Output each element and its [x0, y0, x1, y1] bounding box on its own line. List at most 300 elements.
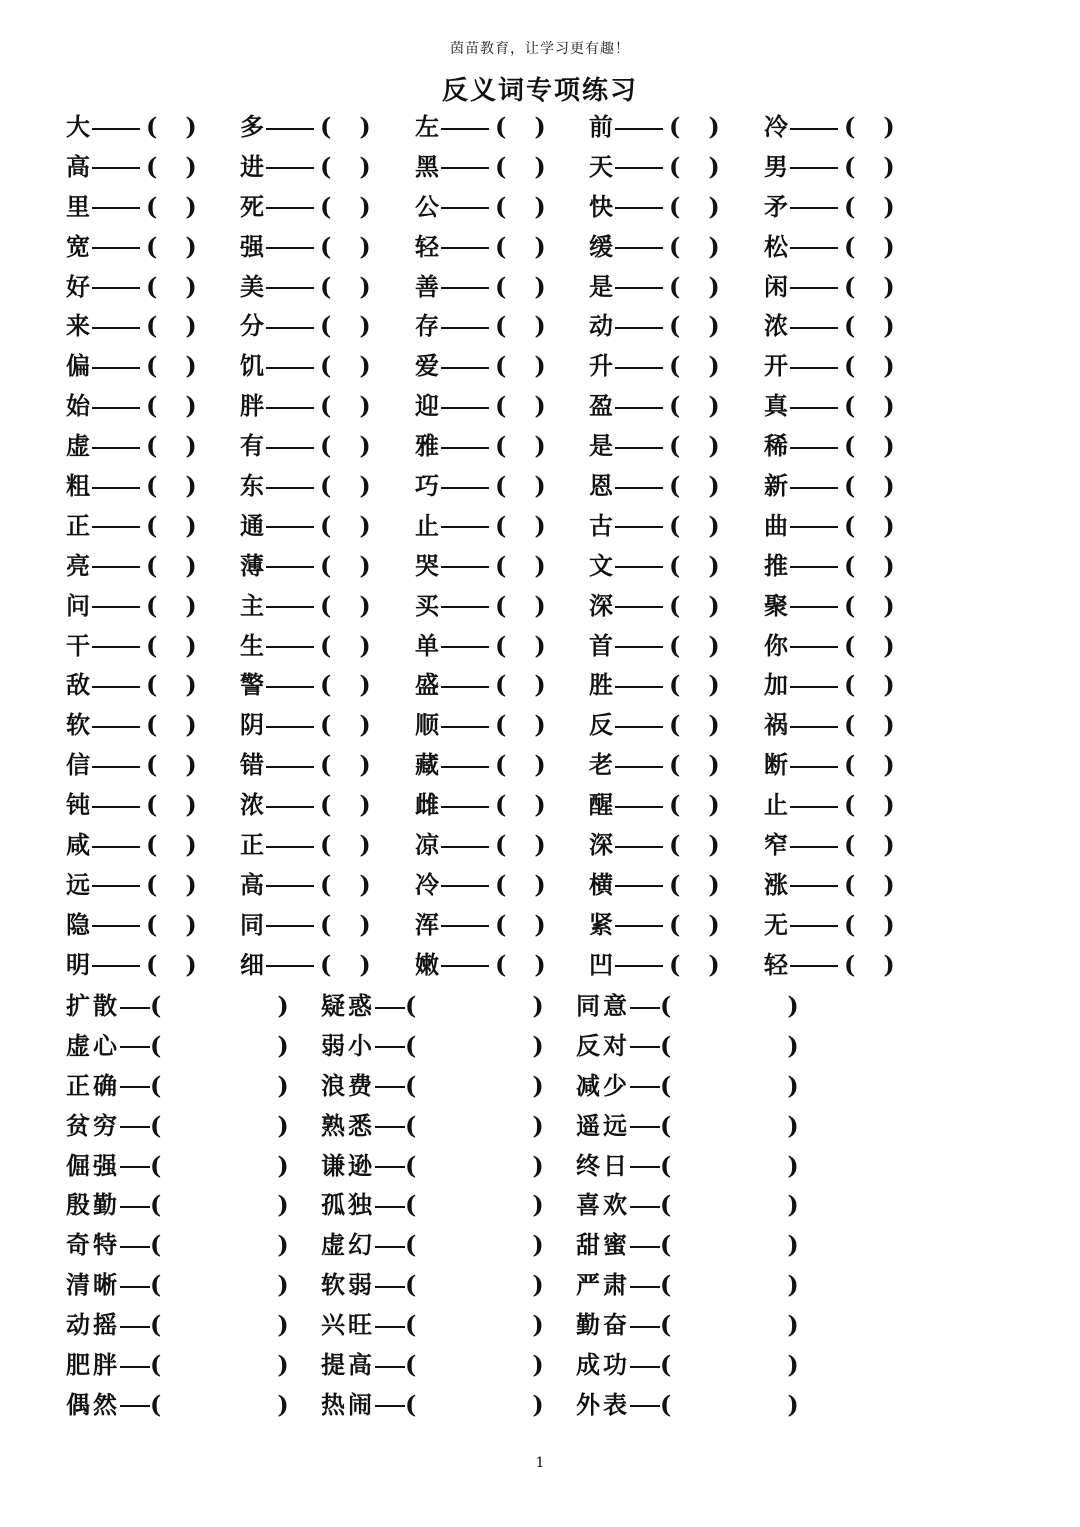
exercise-item [240, 785, 371, 825]
word: 粗 [66, 471, 90, 501]
paren-close: ) [708, 510, 720, 540]
exercise-item [240, 546, 371, 586]
exercise-item [66, 586, 197, 626]
dash-line [92, 606, 140, 608]
dash-line [120, 1046, 150, 1048]
paren-close: ) [532, 1230, 544, 1260]
word: 正 [66, 510, 90, 540]
paren-close: ) [359, 510, 371, 540]
paren-open: ( [320, 670, 332, 700]
dash-line [441, 247, 489, 249]
dash-line [790, 407, 838, 409]
exercise-item [415, 346, 546, 386]
word: 无 [764, 909, 788, 939]
exercise-row [66, 945, 1026, 985]
paren-close: ) [277, 1270, 289, 1300]
exercise-item [240, 346, 371, 386]
paren-close: ) [787, 1030, 799, 1060]
paren-open: ( [844, 710, 856, 740]
dash-line [92, 526, 140, 528]
exercise-item [589, 107, 720, 147]
paren-close: ) [359, 391, 371, 421]
paren-open: ( [844, 351, 856, 381]
word: 饥 [240, 351, 264, 381]
paren-close: ) [708, 431, 720, 461]
exercise-item [66, 227, 197, 267]
paren-close: ) [359, 550, 371, 580]
paren-close: ) [185, 510, 197, 540]
exercise-item [764, 346, 895, 386]
dash-line [92, 925, 140, 927]
dash-line [790, 885, 838, 887]
word: 远 [66, 869, 90, 899]
word: 钝 [66, 790, 90, 820]
word: 虚幻 [321, 1230, 375, 1260]
word: 新 [764, 471, 788, 501]
word: 终日 [576, 1150, 630, 1180]
paren-close: ) [534, 431, 546, 461]
exercise-item [321, 1305, 544, 1345]
paren-open: ( [844, 231, 856, 261]
paren-close: ) [883, 510, 895, 540]
dash-line [92, 487, 140, 489]
exercise-item [764, 506, 895, 546]
paren-open: ( [660, 1030, 672, 1060]
paren-open: ( [320, 351, 332, 381]
dash-line [790, 606, 838, 608]
dash-line [266, 447, 314, 449]
word: 深 [589, 590, 613, 620]
exercise-item [589, 745, 720, 785]
dash-line [120, 1246, 150, 1248]
paren-close: ) [534, 710, 546, 740]
exercise-item [66, 1305, 289, 1345]
exercise-item [589, 187, 720, 227]
paren-open: ( [320, 630, 332, 660]
paren-close: ) [787, 1230, 799, 1260]
dash-line [630, 1366, 660, 1368]
paren-open: ( [405, 1110, 417, 1140]
paren-close: ) [883, 351, 895, 381]
word: 咸 [66, 830, 90, 860]
exercise-item [321, 1345, 544, 1385]
word: 顺 [415, 710, 439, 740]
paren-open: ( [146, 550, 158, 580]
dash-line [266, 806, 314, 808]
dash-line [615, 407, 663, 409]
dash-line [615, 686, 663, 688]
dash-line [790, 167, 838, 169]
paren-close: ) [787, 1389, 799, 1419]
dash-line [92, 726, 140, 728]
paren-close: ) [359, 590, 371, 620]
paren-open: ( [150, 1310, 162, 1340]
word: 勤奋 [576, 1310, 630, 1340]
paren-open: ( [405, 1389, 417, 1419]
word: 凉 [415, 830, 439, 860]
paren-open: ( [146, 750, 158, 780]
exercise-row [66, 1305, 1026, 1345]
dash-line [92, 367, 140, 369]
paren-open: ( [669, 909, 681, 939]
exercise-item [240, 227, 371, 267]
word: 黑 [415, 151, 439, 181]
dash-line [790, 247, 838, 249]
exercise-item [240, 506, 371, 546]
paren-open: ( [844, 590, 856, 620]
exercise-item [66, 986, 289, 1026]
paren-open: ( [495, 112, 507, 141]
paren-open: ( [146, 271, 158, 301]
paren-open: ( [669, 391, 681, 421]
dash-line [790, 965, 838, 967]
paren-open: ( [146, 391, 158, 421]
exercise-item [764, 665, 895, 705]
exercise-item [589, 705, 720, 745]
paren-close: ) [359, 630, 371, 660]
paren-open: ( [320, 830, 332, 860]
paren-close: ) [185, 670, 197, 700]
exercise-row [66, 227, 1026, 267]
exercise-row [66, 107, 1026, 147]
word: 动 [589, 311, 613, 341]
paren-open: ( [320, 550, 332, 580]
word: 醒 [589, 790, 613, 820]
paren-close: ) [883, 790, 895, 820]
dash-line [375, 1246, 405, 1248]
paren-open: ( [146, 112, 158, 141]
paren-open: ( [320, 909, 332, 939]
exercise-item [576, 1185, 799, 1225]
dash-line [615, 766, 663, 768]
exercise-row [66, 865, 1026, 905]
exercise-item [589, 426, 720, 466]
paren-close: ) [277, 1150, 289, 1180]
paren-open: ( [669, 191, 681, 221]
paren-close: ) [534, 351, 546, 381]
paren-open: ( [495, 231, 507, 261]
dash-line [790, 447, 838, 449]
paren-close: ) [787, 1310, 799, 1340]
word: 缓 [589, 231, 613, 261]
paren-open: ( [146, 311, 158, 341]
exercise-item [589, 785, 720, 825]
exercise-row [66, 665, 1026, 705]
paren-open: ( [320, 590, 332, 620]
paren-open: ( [150, 1030, 162, 1060]
paren-close: ) [185, 351, 197, 381]
exercise-item [66, 1265, 289, 1305]
exercise-item [415, 945, 546, 985]
paren-open: ( [844, 271, 856, 301]
exercise-row [66, 267, 1026, 307]
paren-open: ( [669, 231, 681, 261]
dash-line [266, 167, 314, 169]
paren-open: ( [146, 949, 158, 979]
paren-open: ( [150, 1190, 162, 1220]
exercise-item [576, 1146, 799, 1186]
exercise-item [764, 705, 895, 745]
word: 肥胖 [66, 1350, 120, 1380]
paren-open: ( [146, 869, 158, 899]
paren-open: ( [495, 630, 507, 660]
exercise-item [589, 546, 720, 586]
exercise-item [66, 1026, 289, 1066]
dash-line [630, 1405, 660, 1407]
word: 嫩 [415, 949, 439, 979]
word: 升 [589, 351, 613, 381]
paren-close: ) [185, 909, 197, 939]
paren-open: ( [495, 151, 507, 181]
dash-line [615, 806, 663, 808]
word: 胖 [240, 391, 264, 421]
exercise-item [764, 267, 895, 307]
exercise-item [240, 825, 371, 865]
paren-open: ( [669, 112, 681, 141]
exercise-item [415, 466, 546, 506]
dash-line [266, 367, 314, 369]
exercise-item [66, 187, 197, 227]
paren-close: ) [185, 471, 197, 501]
exercise-item [66, 107, 197, 147]
paren-close: ) [534, 231, 546, 261]
dash-line [630, 1286, 660, 1288]
paren-close: ) [534, 391, 546, 421]
dash-line [790, 327, 838, 329]
paren-open: ( [495, 949, 507, 979]
word: 反 [589, 710, 613, 740]
paren-open: ( [320, 271, 332, 301]
paren-close: ) [359, 949, 371, 979]
paren-close: ) [534, 750, 546, 780]
paren-close: ) [883, 151, 895, 181]
exercise-item [415, 586, 546, 626]
word: 贫穷 [66, 1110, 120, 1140]
dash-line [441, 566, 489, 568]
paren-close: ) [708, 830, 720, 860]
word: 明 [66, 949, 90, 979]
paren-open: ( [150, 1270, 162, 1300]
exercise-item [589, 905, 720, 945]
word: 阴 [240, 710, 264, 740]
paren-close: ) [708, 630, 720, 660]
word: 高 [240, 869, 264, 899]
paren-open: ( [660, 1150, 672, 1180]
exercise-item [66, 466, 197, 506]
exercise-item [240, 147, 371, 187]
word: 喜欢 [576, 1190, 630, 1220]
exercise-item [589, 865, 720, 905]
paren-open: ( [660, 1270, 672, 1300]
exercise-item [240, 267, 371, 307]
word: 敌 [66, 670, 90, 700]
dash-line [375, 1366, 405, 1368]
paren-open: ( [669, 630, 681, 660]
paren-open: ( [405, 1270, 417, 1300]
dash-line [615, 846, 663, 848]
word: 紧 [589, 909, 613, 939]
dash-line [120, 1206, 150, 1208]
dash-line [375, 1206, 405, 1208]
dash-line [375, 1126, 405, 1128]
paren-close: ) [185, 750, 197, 780]
word: 警 [240, 670, 264, 700]
exercise-item [576, 1265, 799, 1305]
exercise-item [66, 546, 197, 586]
paren-open: ( [146, 431, 158, 461]
word: 左 [415, 112, 439, 141]
dash-line [615, 327, 663, 329]
word: 亮 [66, 550, 90, 580]
exercise-item [415, 825, 546, 865]
dash-line [266, 287, 314, 289]
dash-line [120, 1126, 150, 1128]
dash-line [615, 606, 663, 608]
exercise-item [240, 626, 371, 666]
exercise-row [66, 466, 1026, 506]
word: 稀 [764, 431, 788, 461]
paren-close: ) [359, 112, 371, 141]
paren-close: ) [359, 311, 371, 341]
exercise-item [764, 107, 895, 147]
dash-line [615, 646, 663, 648]
exercise-row [66, 1026, 1026, 1066]
exercise-item [589, 945, 720, 985]
word: 成功 [576, 1350, 630, 1380]
exercise-item [66, 905, 197, 945]
exercise-item [415, 785, 546, 825]
paren-close: ) [534, 949, 546, 979]
paren-open: ( [669, 710, 681, 740]
dash-line [790, 766, 838, 768]
dash-line [375, 1086, 405, 1088]
exercise-item [240, 426, 371, 466]
dash-line [266, 566, 314, 568]
exercise-item [240, 306, 371, 346]
dash-line [630, 1326, 660, 1328]
paren-open: ( [495, 471, 507, 501]
paren-close: ) [883, 710, 895, 740]
exercise-row [66, 825, 1026, 865]
exercise-row [66, 1106, 1026, 1146]
dash-line [615, 447, 663, 449]
exercise-item [415, 865, 546, 905]
paren-open: ( [495, 271, 507, 301]
exercise-item [66, 1146, 289, 1186]
dash-line [790, 846, 838, 848]
dash-line [441, 846, 489, 848]
dash-line [790, 487, 838, 489]
paren-close: ) [277, 1110, 289, 1140]
paren-close: ) [185, 311, 197, 341]
dash-line [790, 925, 838, 927]
single-char-exercise-grid [66, 107, 1026, 985]
dash-line [92, 207, 140, 209]
paren-close: ) [883, 550, 895, 580]
dash-line [615, 526, 663, 528]
word: 天 [589, 151, 613, 181]
exercise-row [66, 1345, 1026, 1385]
paren-close: ) [708, 710, 720, 740]
word: 闲 [764, 271, 788, 301]
paren-close: ) [532, 1389, 544, 1419]
dash-line [630, 1246, 660, 1248]
paren-close: ) [359, 830, 371, 860]
dash-line [615, 885, 663, 887]
word: 买 [415, 590, 439, 620]
word: 正确 [66, 1070, 120, 1100]
paren-close: ) [532, 1350, 544, 1380]
paren-open: ( [660, 1350, 672, 1380]
paren-open: ( [146, 151, 158, 181]
paren-open: ( [146, 790, 158, 820]
dash-line [441, 407, 489, 409]
word: 胜 [589, 670, 613, 700]
paren-open: ( [844, 670, 856, 700]
word: 前 [589, 112, 613, 141]
word: 涨 [764, 869, 788, 899]
dash-line [266, 526, 314, 528]
exercise-item [764, 227, 895, 267]
exercise-item [321, 1225, 544, 1265]
dash-line [92, 965, 140, 967]
exercise-item [576, 1225, 799, 1265]
exercise-item [415, 745, 546, 785]
paren-close: ) [883, 869, 895, 899]
paren-open: ( [146, 710, 158, 740]
paren-close: ) [883, 431, 895, 461]
word: 止 [415, 510, 439, 540]
dash-line [441, 806, 489, 808]
paren-open: ( [146, 909, 158, 939]
paren-close: ) [534, 909, 546, 939]
paren-close: ) [883, 391, 895, 421]
paren-open: ( [320, 112, 332, 141]
exercise-item [66, 426, 197, 466]
paren-close: ) [883, 231, 895, 261]
word: 问 [66, 590, 90, 620]
exercise-item [576, 1305, 799, 1345]
word: 迎 [415, 391, 439, 421]
paren-close: ) [185, 710, 197, 740]
dash-line [266, 766, 314, 768]
paren-close: ) [359, 271, 371, 301]
word: 正 [240, 830, 264, 860]
paren-close: ) [883, 830, 895, 860]
paren-close: ) [708, 670, 720, 700]
exercise-item [764, 626, 895, 666]
exercise-item [415, 386, 546, 426]
paren-open: ( [844, 391, 856, 421]
word: 动摇 [66, 1310, 120, 1340]
dash-line [120, 1086, 150, 1088]
exercise-item [764, 147, 895, 187]
exercise-item [576, 986, 799, 1026]
dash-line [615, 247, 663, 249]
paren-open: ( [320, 151, 332, 181]
word: 高 [66, 151, 90, 181]
exercise-row [66, 426, 1026, 466]
paren-open: ( [844, 151, 856, 181]
word: 轻 [764, 949, 788, 979]
paren-close: ) [185, 191, 197, 221]
word: 兴旺 [321, 1310, 375, 1340]
dash-line [615, 726, 663, 728]
paren-open: ( [150, 1110, 162, 1140]
dash-line [790, 128, 838, 130]
paren-open: ( [669, 351, 681, 381]
dash-line [615, 207, 663, 209]
